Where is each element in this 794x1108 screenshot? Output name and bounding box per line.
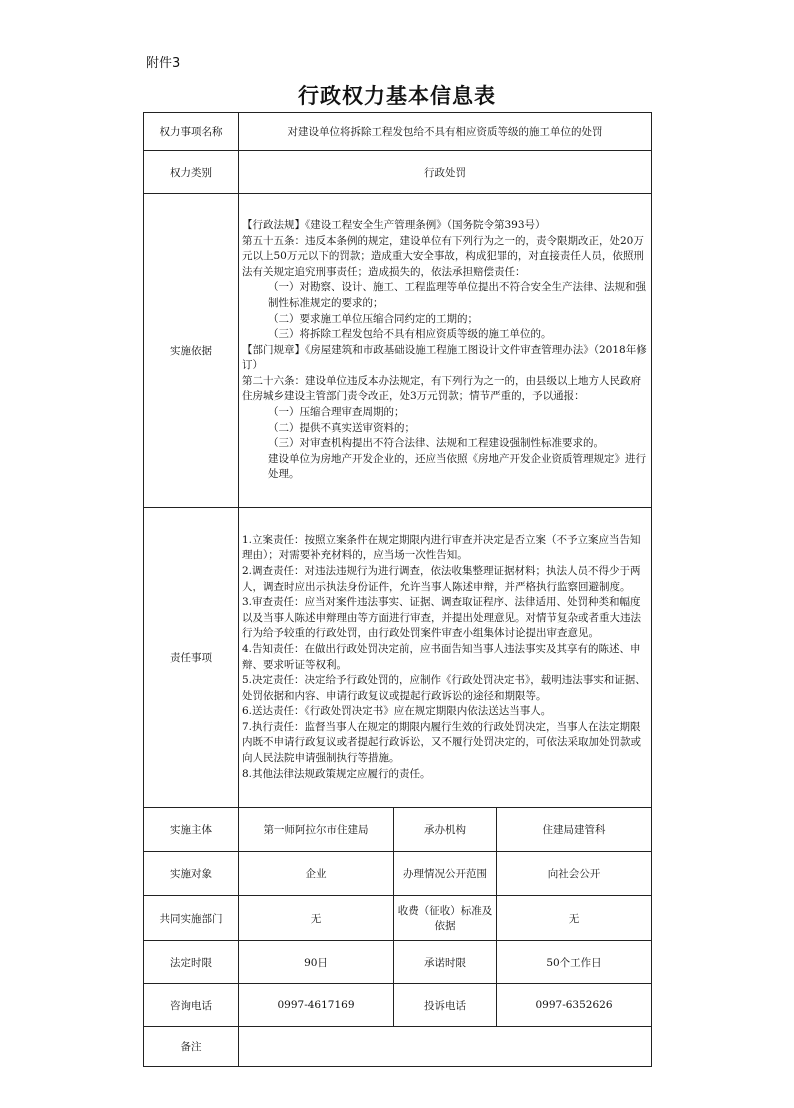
basis-content	[239, 194, 652, 508]
fee-label: 收费（征收）标准及依据	[394, 896, 497, 941]
time-limit-value: 90日	[239, 941, 394, 984]
page-title: 行政权力基本信息表	[298, 83, 496, 108]
basis-line: （一）压缩合理审查周期的；	[268, 406, 405, 419]
basis-line: 建设单位为房地产开发企业的，还应当依照《房地产开发企业资质管理规定》进行处理。	[268, 452, 646, 481]
responsibility-line: 8.其他法律法规政策规定应履行的责任。	[242, 767, 431, 780]
responsibility-line: 1.立案责任：按照立案条件在规定期限内进行审查并决定是否立案（不予立案应当告知理由）；对需要补充材料的，应当场一次性告知。	[242, 533, 641, 562]
table-row	[144, 852, 652, 896]
basis-line: 第二十六条：建设单位违反本办法规定，有下列行为之一的，由县级以上地方人民政府住房城乡建设主管部门责令改正，处3万元罚款；情节严重的，予以通报：	[242, 374, 641, 403]
basis-line: （二）要求施工单位压缩合同约定的工期的；	[268, 312, 478, 325]
basis-label: 实施依据	[144, 194, 239, 508]
responsibility-line: 6.送达责任：《行政处罚决定书》应在规定期限内依法送达当事人。	[242, 705, 552, 718]
basis-line: 第五十五条：违反本条例的规定，建设单位有下列行为之一的，责令限期改正，处20万元以上50万元以下的罚款；造成重大安全事故，构成犯罪的，对直接责任人员，依照刑法有关规定追究刑事责任；造成损失的，依法承担赔偿责任：	[242, 234, 644, 278]
basis-line: （二）提供不真实送审资料的；	[268, 421, 415, 434]
complaint-phone-label: 投诉电话	[394, 984, 497, 1027]
agency-value: 住建局建管科	[497, 808, 652, 852]
responsibility-label: 责任事项	[144, 508, 239, 808]
target-label: 实施对象	[144, 852, 239, 896]
disclosure-label: 办理情况公开范围	[394, 852, 497, 896]
fee-value: 无	[497, 896, 652, 941]
responsibility-line: 5.决定责任：决定给予行政处罚的，应制作《行政处罚决定书》，载明违法事实和证据、处罚依据和内容、申请行政复议或提起行政诉讼的途径和期限等。	[242, 674, 646, 702]
subject-value: 第一师阿拉尔市住建局	[239, 808, 394, 852]
responsibility-line: 3.审查责任：应当对案件违法事实、证据、调查取证程序、法律适用、处罚种类和幅度以及当事人陈述申辩理由等方面进行审查，并提出处理意见。对情节复杂或者重大违法行为给予较重的行政处罚，由行政处罚案件审查小组集体讨论提出审查意见。	[242, 596, 641, 640]
table-row	[144, 194, 652, 508]
item-name-label: 权力事项名称	[144, 113, 239, 151]
consult-phone-value: 0997-4617169	[239, 984, 394, 1027]
subject-label: 实施主体	[144, 808, 239, 852]
info-table	[143, 112, 652, 1067]
basis-line: （三）将拆除工程发包给不具有相应资质等级的施工单位的。	[268, 328, 552, 341]
responsibility-content	[239, 508, 652, 808]
table-row	[144, 508, 652, 808]
promise-value: 50个工作日	[497, 941, 652, 984]
complaint-phone-value: 0997-6352626	[497, 984, 652, 1027]
joint-label: 共同实施部门	[144, 896, 239, 941]
table-row	[144, 1027, 652, 1067]
target-value: 企业	[239, 852, 394, 896]
basis-line: （一）对勘察、设计、施工、工程监理等单位提出不符合安全生产法律、法规和强制性标准规定的要求的；	[268, 281, 646, 309]
table-row	[144, 941, 652, 984]
table-row	[144, 113, 652, 151]
basis-line: （三）对审查机构提出不符合法律、法规和工程建设强制性标准要求的。	[268, 437, 604, 450]
table-row	[144, 808, 652, 852]
responsibility-line: 2.调查责任：对违法违规行为进行调查，依法收集整理证据材料；执法人员不得少于两人，调查时应出示执法身份证件，允许当事人陈述申辩，并严格执行监察回避制度。	[242, 564, 641, 593]
basis-line: 【行政法规】《建设工程安全生产管理条例》（国务院令第393号）	[242, 218, 546, 231]
table-row	[144, 896, 652, 941]
attachment-label: 附件3	[146, 56, 181, 71]
agency-label: 承办机构	[394, 808, 497, 852]
joint-value: 无	[239, 896, 394, 941]
consult-phone-label: 咨询电话	[144, 984, 239, 1027]
responsibility-line: 7.执行责任：监督当事人在规定的期限内履行生效的行政处罚决定，当事人在法定期限内既不申请行政复议或者提起行政诉讼，又不履行处罚决定的，可依法采取加处罚款或向人民法院申请强制执行等措施。	[242, 720, 641, 765]
table-row	[144, 151, 652, 194]
basis-line: 【部门规章】《房屋建筑和市政基础设施工程施工图设计文件审查管理办法》（2018年修订）	[242, 343, 647, 372]
category-value: 行政处罚	[239, 151, 652, 194]
promise-label: 承诺时限	[394, 941, 497, 984]
remarks-value	[239, 1027, 652, 1067]
table-row	[144, 984, 652, 1027]
category-label: 权力类别	[144, 151, 239, 194]
time-limit-label: 法定时限	[144, 941, 239, 984]
disclosure-value: 向社会公开	[497, 852, 652, 896]
responsibility-line: 4.告知责任：在做出行政处罚决定前，应书面告知当事人违法事实及其享有的陈述、申辩、要求听证等权利。	[242, 642, 641, 671]
remarks-label: 备注	[144, 1027, 239, 1067]
item-name-value: 对建设单位将拆除工程发包给不具有相应资质等级的施工单位的处罚	[239, 113, 652, 151]
